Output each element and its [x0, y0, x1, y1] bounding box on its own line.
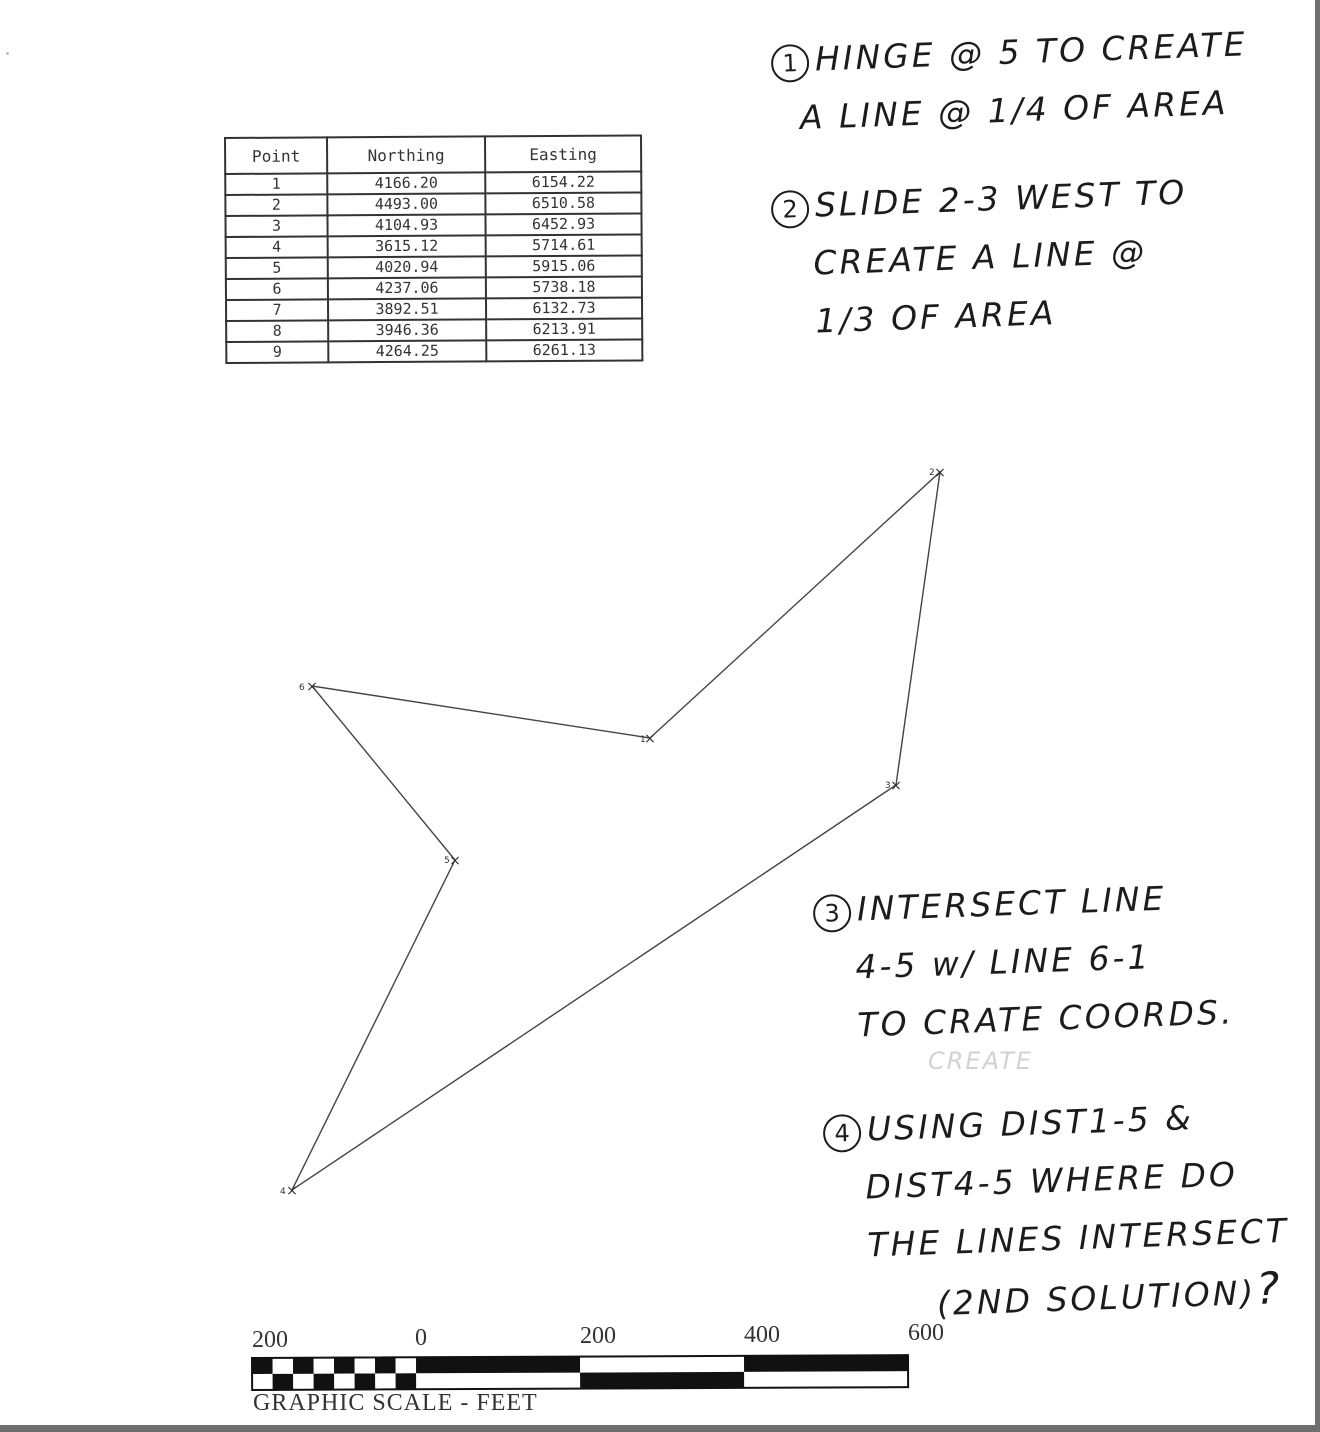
table-cell: 6132.73 — [486, 297, 642, 319]
point-label: 6 — [299, 683, 305, 693]
scale-label: 600 — [908, 1320, 944, 1346]
table-cell: 5 — [226, 257, 328, 279]
scale-checker — [273, 1374, 294, 1390]
table-cell: 5714.61 — [486, 234, 642, 256]
note-line: 1/3 OF AREA — [814, 293, 1058, 341]
table-cell: 3615.12 — [328, 235, 486, 257]
table-cell: 6261.13 — [486, 339, 642, 361]
point-label: 4 — [280, 1187, 286, 1197]
column-header: Northing — [327, 136, 485, 173]
note-number: 3 — [812, 894, 851, 933]
table-cell: 9 — [226, 341, 328, 363]
table-cell: 4020.94 — [328, 256, 486, 278]
table-cell: 3 — [225, 215, 327, 237]
scale-segment — [416, 1357, 580, 1374]
column-header: Point — [225, 137, 327, 174]
scale-caption: GRAPHIC SCALE - FEET — [253, 1390, 538, 1416]
table-cell: 6452.93 — [485, 213, 641, 235]
note-line: THE LINES INTERSECT — [866, 1210, 1290, 1265]
table-cell: 6510.58 — [485, 192, 641, 214]
point-marker: × — [286, 1183, 298, 1199]
note-line: INTERSECT LINE — [856, 878, 1167, 929]
note-number: 1 — [770, 44, 809, 83]
point-marker: × — [934, 465, 946, 481]
note-number: 2 — [770, 190, 809, 229]
table-cell: 6 — [226, 278, 328, 300]
note-line: SLIDE 2-3 WEST TO — [814, 172, 1188, 225]
correction-text: CREATE — [928, 1047, 1034, 1075]
scale-segment — [580, 1372, 744, 1389]
question-mark: ? — [1255, 1263, 1284, 1315]
table-cell: 4104.93 — [327, 214, 485, 236]
point-marker: × — [449, 853, 461, 869]
scale-label: 400 — [744, 1322, 780, 1348]
scale-checker — [252, 1358, 273, 1374]
scale-checker — [334, 1358, 355, 1374]
note-line: CREATE A LINE @ — [812, 231, 1148, 283]
table-cell: 5915.06 — [486, 255, 642, 277]
note-number: 4 — [822, 1114, 861, 1153]
point-marker: × — [644, 731, 656, 747]
table-cell: 7 — [226, 299, 328, 321]
scale-segment — [744, 1355, 908, 1372]
table-cell: 2 — [225, 194, 327, 216]
table-cell: 6213.91 — [486, 318, 642, 340]
table-cell: 3946.36 — [328, 319, 486, 341]
table-cell: 8 — [226, 320, 328, 342]
table-cell: 3892.51 — [328, 298, 486, 320]
table-cell: 6154.22 — [485, 171, 641, 193]
note-line: 4-5 w/ LINE 6-1 — [854, 937, 1153, 987]
point-marker: × — [890, 778, 902, 794]
point-label: 3 — [885, 781, 891, 791]
scale-checker — [355, 1373, 376, 1389]
scale-label: 200 — [580, 1323, 616, 1349]
table-cell: 5738.18 — [486, 276, 642, 298]
scale-checker — [293, 1358, 314, 1374]
graphic-scale-bar — [252, 1355, 908, 1390]
note-line: HINGE @ 5 TO CREATE — [814, 24, 1249, 79]
column-header: Easting — [485, 135, 641, 172]
scale-checker — [396, 1373, 417, 1389]
scale-checker — [314, 1374, 335, 1390]
point-label: 1 — [640, 735, 646, 745]
table-cell: 4264.25 — [328, 340, 486, 362]
note-line: USING DIST1-5 & — [866, 1098, 1195, 1149]
traverse-boundary — [292, 472, 940, 1190]
note-line: A LINE @ 1/4 OF AREA — [799, 83, 1230, 137]
table-cell: 1 — [225, 173, 327, 195]
scale-label: 200 — [252, 1327, 288, 1353]
note-line: TO CRATE COORDS. — [856, 992, 1236, 1045]
scale-checker — [375, 1357, 396, 1373]
note-line: (2ND SOLUTION) — [936, 1272, 1257, 1324]
table-cell: 4166.20 — [327, 172, 485, 194]
point-label: 2 — [929, 468, 935, 478]
point-label: 5 — [444, 856, 450, 866]
table-cell: 4493.00 — [327, 193, 485, 215]
table-cell: 4 — [226, 236, 328, 258]
point-marker: × — [306, 679, 318, 695]
scale-label: 0 — [415, 1325, 427, 1351]
table-cell: 4237.06 — [328, 277, 486, 299]
note-line: DIST4-5 WHERE DO — [864, 1154, 1239, 1207]
